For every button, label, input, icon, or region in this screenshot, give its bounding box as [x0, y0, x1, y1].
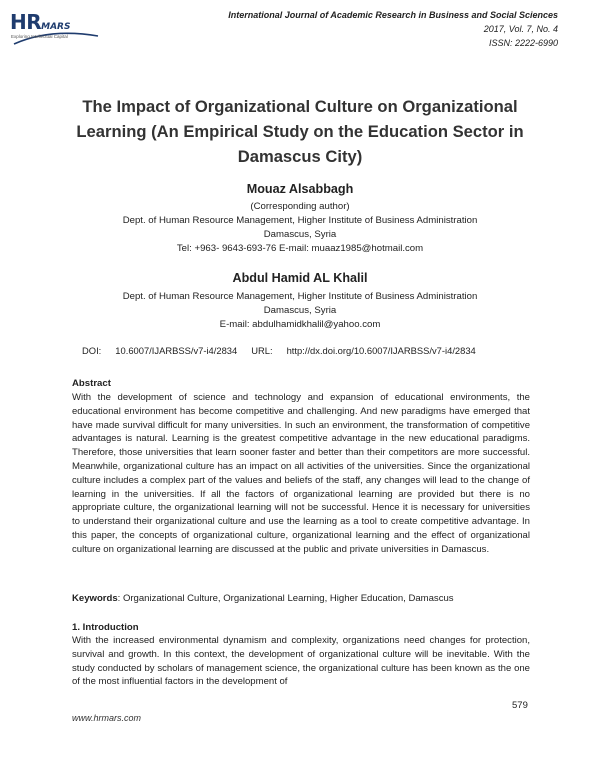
keywords-label: Keywords	[72, 593, 118, 604]
title-line: The Impact of Organizational Culture on Organizational	[82, 97, 518, 116]
abstract-heading: Abstract	[72, 378, 111, 389]
author-location: Damascus, Syria	[263, 229, 337, 240]
author-affiliation: Dept. of Human Resource Management, Higher Institute of Business Administration	[122, 291, 478, 302]
logo-tagline: Exploring Intellectual Capital	[11, 34, 68, 39]
hrmars-logo	[10, 10, 102, 50]
abstract-text: With the development of science and technology and expansion of educational environments, the educational environment has become competitive and challenging. And new paradigms have emerged that have made survival difficult for many universities. In such an environment, the transformation of competitive advantages is natural. Learning is the greatest competitive advantage in the new educational paradigms. Therefore, those universities that learn sooner faster and better than their competitors are more successful. Meanwhile, organizational culture has an impact on all activities of the universities. Since the organizational culture includes a complex part of the values and beliefs of the staff, any changes will lead to the change of learning in the universities. If all the factors of organizational learning are provided but there is no appropriate culture, the organizational learning will not be successful. Hence it is necessary for universities to understand their organizational culture and use the learning as a tool to create competitive advantage. In this paper, the concepts of organizational culture, organizational learning and the effect of organizational culture on organizational learning are discussed at the public and private universities in Damascus.	[72, 392, 530, 555]
paper-title	[50, 94, 550, 169]
doi-link[interactable]: 10.6007/IJARBSS/v7-i4/2834	[115, 345, 238, 356]
introduction-text: With the increased environmental dynamism and complexity, organizations need changes for protection, survival and growth. In this context, the development of organizational culture will be inevitable. With the study conducted by scholars of management science, the organizational culture has been known as the one of the most influential factors in the development of	[72, 635, 530, 688]
title-line: Damascus City)	[237, 147, 363, 166]
page-number: 579	[512, 700, 528, 711]
url-link[interactable]: http://dx.doi.org/10.6007/IJARBSS/v7-i4/2834	[286, 345, 476, 356]
corresponding-note: (Corresponding author)	[250, 201, 350, 212]
author-affiliation: Dept. of Human Resource Management, Higher Institute of Business Administration	[122, 215, 478, 226]
doi-row	[82, 345, 490, 356]
keywords-line	[72, 593, 454, 604]
introduction-heading: 1. Introduction	[72, 622, 139, 633]
abstract-body	[72, 391, 530, 557]
author-name: Abdul Hamid AL Khalil	[232, 271, 368, 285]
logo-wordmark	[10, 10, 70, 34]
journal-issn: ISSN: 2222-6990	[488, 38, 558, 48]
url-label: URL:	[251, 345, 273, 356]
author-location: Damascus, Syria	[263, 305, 337, 316]
introduction-body	[72, 634, 530, 689]
author-contact: E-mail: abdulhamidkhalil@yahoo.com	[219, 319, 381, 330]
author-name: Mouaz Alsabbagh	[246, 182, 354, 196]
keywords-text: : Organizational Culture, Organizational Learning, Higher Education, Damascus	[117, 593, 454, 604]
doi-label: DOI:	[82, 345, 102, 356]
author-contact: Tel: +963- 9643-693-76 E-mail: muaaz1985@hotmail.com	[176, 243, 424, 254]
title-line: Learning (An Empirical Study on the Education Sector in	[76, 122, 524, 141]
journal-title: International Journal of Academic Research in Business and Social Sciences	[228, 10, 558, 20]
journal-volume: 2017, Vol. 7, No. 4	[483, 24, 558, 34]
journal-header	[228, 8, 558, 50]
logo-small-text: MARS	[41, 22, 71, 32]
logo-main-text: HR	[10, 10, 42, 34]
footer-url-link[interactable]: www.hrmars.com	[72, 713, 142, 723]
